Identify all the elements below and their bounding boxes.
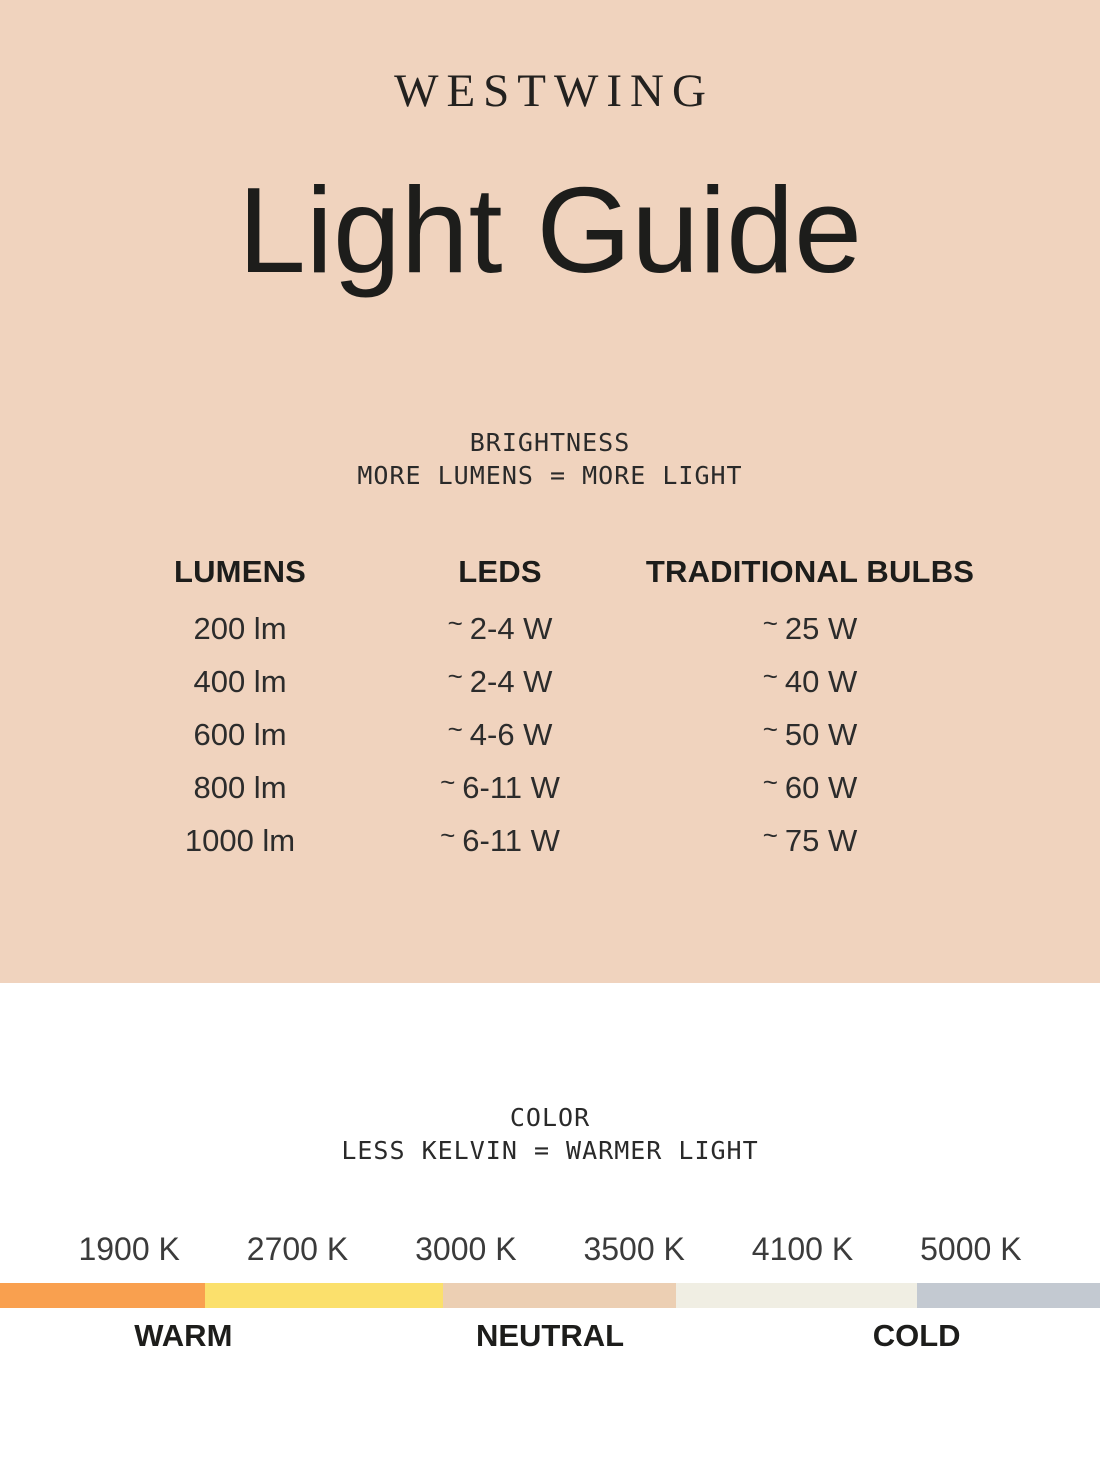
brand-logo: WESTWING	[394, 65, 714, 117]
approx-tilde: ~	[762, 819, 778, 850]
leds-wattage	[410, 607, 590, 647]
brightness-heading-title: BRIGHTNESS	[469, 428, 631, 457]
color-temperature-section	[0, 983, 1100, 1354]
scale-segment-cold-gray-blue	[917, 1283, 1100, 1308]
bulb-wattage	[590, 660, 1030, 700]
temperature-label-cold: COLD	[872, 1318, 961, 1353]
kelvin-scale-labels	[0, 1231, 1100, 1268]
column-header-lumens: LUMENS	[173, 554, 307, 589]
leds-wattage	[410, 819, 590, 859]
table-row	[0, 708, 1100, 761]
table-row	[0, 602, 1100, 655]
leds-wattage-value: 6-11 W	[462, 822, 560, 858]
bulb-wattage-value: 75 W	[784, 822, 858, 858]
leds-wattage	[410, 713, 590, 753]
approx-tilde: ~	[762, 607, 778, 638]
scale-segment-warm-yellow	[205, 1283, 444, 1308]
bulb-wattage	[590, 713, 1030, 753]
scale-segment-neutral-tan	[443, 1283, 676, 1308]
approx-tilde: ~	[762, 766, 778, 797]
approx-tilde: ~	[762, 660, 778, 691]
color-heading-subtitle: LESS KELVIN = WARMER LIGHT	[341, 1136, 759, 1165]
lumens-wattage-table	[0, 552, 1100, 867]
table-header-row	[0, 552, 1100, 592]
lumens-value: 600 lm	[193, 716, 287, 752]
approx-tilde: ~	[440, 766, 456, 797]
kelvin-label: 5000 K	[920, 1231, 1022, 1267]
brightness-heading-subtitle: MORE LUMENS = MORE LIGHT	[357, 461, 743, 490]
temperature-labels	[0, 1318, 1100, 1354]
table-row	[0, 814, 1100, 867]
leds-wattage-value: 2-4 W	[469, 610, 553, 646]
kelvin-label: 3000 K	[415, 1231, 517, 1267]
brightness-heading	[0, 426, 1100, 492]
leds-wattage	[410, 766, 590, 806]
column-header-leds: LEDS	[458, 554, 542, 589]
kelvin-label: 2700 K	[246, 1231, 349, 1267]
bulb-wattage-value: 50 W	[784, 716, 858, 752]
leds-wattage-value: 2-4 W	[469, 663, 553, 699]
scale-segment-warm-orange	[0, 1283, 205, 1308]
color-heading	[0, 1101, 1100, 1167]
bulb-wattage-value: 60 W	[784, 769, 858, 805]
kelvin-label: 3500 K	[583, 1231, 685, 1267]
table-row	[0, 761, 1100, 814]
lumens-value: 400 lm	[193, 663, 287, 699]
leds-wattage-value: 4-6 W	[469, 716, 553, 752]
bulb-wattage	[590, 607, 1030, 647]
color-heading-title: COLOR	[509, 1103, 591, 1132]
approx-tilde: ~	[447, 660, 463, 691]
bulb-wattage	[590, 819, 1030, 859]
lumens-value: 1000 lm	[184, 822, 296, 858]
temperature-label-warm: WARM	[134, 1318, 233, 1353]
page-title: Light Guide	[238, 162, 862, 298]
approx-tilde: ~	[762, 713, 778, 744]
kelvin-label: 1900 K	[78, 1231, 180, 1267]
approx-tilde: ~	[447, 607, 463, 638]
table-row	[0, 655, 1100, 708]
leds-wattage-value: 6-11 W	[462, 769, 560, 805]
bulb-wattage-value: 25 W	[784, 610, 858, 646]
lumens-value: 200 lm	[193, 610, 287, 646]
kelvin-label: 4100 K	[751, 1231, 854, 1267]
approx-tilde: ~	[447, 713, 463, 744]
leds-wattage	[410, 660, 590, 700]
bulb-wattage-value: 40 W	[784, 663, 858, 699]
approx-tilde: ~	[440, 819, 456, 850]
column-header-traditional-bulbs: TRADITIONAL BULBS	[645, 554, 975, 589]
temperature-label-neutral: NEUTRAL	[475, 1318, 625, 1353]
scale-segment-neutral-cream	[676, 1283, 917, 1308]
color-temperature-scale-bar	[0, 1283, 1100, 1308]
bulb-wattage	[590, 766, 1030, 806]
lumens-value: 800 lm	[193, 769, 287, 805]
